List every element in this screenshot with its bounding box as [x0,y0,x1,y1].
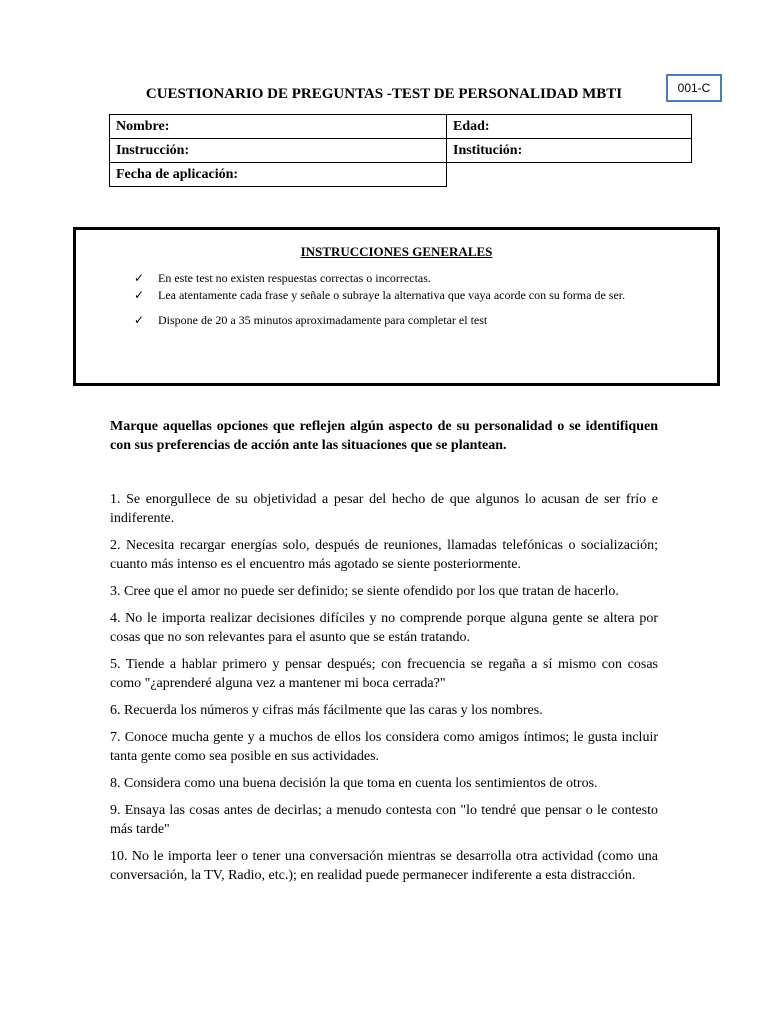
document-title: CUESTIONARIO DE PREGUNTAS -TEST DE PERSONALIDAD MBTI [145,86,623,102]
instruction-item [134,287,694,304]
instructions-heading: INSTRUCCIONES GENERALES [300,244,493,259]
institution-field[interactable]: Institución: [447,139,692,163]
question-item[interactable]: 3. Cree que el amor no puede ser definido; se siente ofendido por los que tratan de hacerlo. [110,584,619,599]
empty-cell [447,163,692,187]
checkmark-icon: ✓ [134,288,145,302]
instruction-item [134,312,694,329]
respondent-info-table [109,114,692,187]
checkmark-icon: ✓ [134,271,145,285]
question-item[interactable]: 8. Considera como una buena decisión la que toma en cuenta los sentimientos de otros. [110,776,598,791]
instruction-text: Lea atentamente cada frase y señale o subraye la alternativa que vaya acorde con su forma de ser. [158,288,626,302]
question-item[interactable]: 7. Conoce mucha gente y a muchos de ellos los considera como amigos íntimos; le gusta incluir tanta gente como sea posible en sus actividades. [110,730,658,764]
question-item[interactable]: 9. Ensaya las cosas antes de decirlas; a menudo contesta con "lo tendré que pensar o le contesto más tarde" [110,803,658,837]
question-item[interactable]: 2. Necesita recargar energías solo, después de reuniones, llamadas telefónicas o socialización; cuanto más intenso es el encuentro más agotado se siente posteriormente. [110,538,658,572]
age-field[interactable]: Edad: [447,115,692,139]
question-item[interactable]: 5. Tiende a hablar primero y pensar después; con frecuencia se regaña a sí mismo con cosas como "¿aprenderé alguna vez a mantener mi boca cerrada?" [110,657,658,691]
document-code-badge: 001-C [666,74,722,102]
question-item[interactable]: 10. No le importa leer o tener una conversación mientras se desarrolla otra actividad (como una conversación, la TV, Radio, etc.); en realidad puede permanecer indiferente a esta distracción. [110,849,658,883]
questions-list [110,490,658,893]
application-date-field[interactable]: Fecha de aplicación: [110,163,447,187]
instruction-text: Dispone de 20 a 35 minutos aproximadamente para completar el test [158,313,488,327]
instruction-item [134,270,694,287]
checkmark-icon: ✓ [134,313,145,327]
general-instructions-box [73,227,720,386]
question-item[interactable]: 6. Recuerda los números y cifras más fácilmente que las caras y los nombres. [110,703,543,718]
question-item[interactable]: 4. No le importa realizar decisiones difíciles y no comprende porque alguna gente se altera por cosas que no son relevantes para el asunto que se están tratando. [110,611,658,645]
instruction-text: En este test no existen respuestas correctas o incorrectas. [158,271,431,285]
name-field[interactable]: Nombre: [110,115,447,139]
question-item[interactable]: 1. Se enorgullece de su objetividad a pesar del hecho de que algunos lo acusan de ser frío e indiferente. [110,492,658,526]
questionnaire-intro: Marque aquellas opciones que reflejen algún aspecto de su personalidad o se identifiquen con sus preferencias de acción ante las situaciones que se plantean. [110,419,658,453]
education-field[interactable]: Instrucción: [110,139,447,163]
instructions-list [134,270,694,329]
